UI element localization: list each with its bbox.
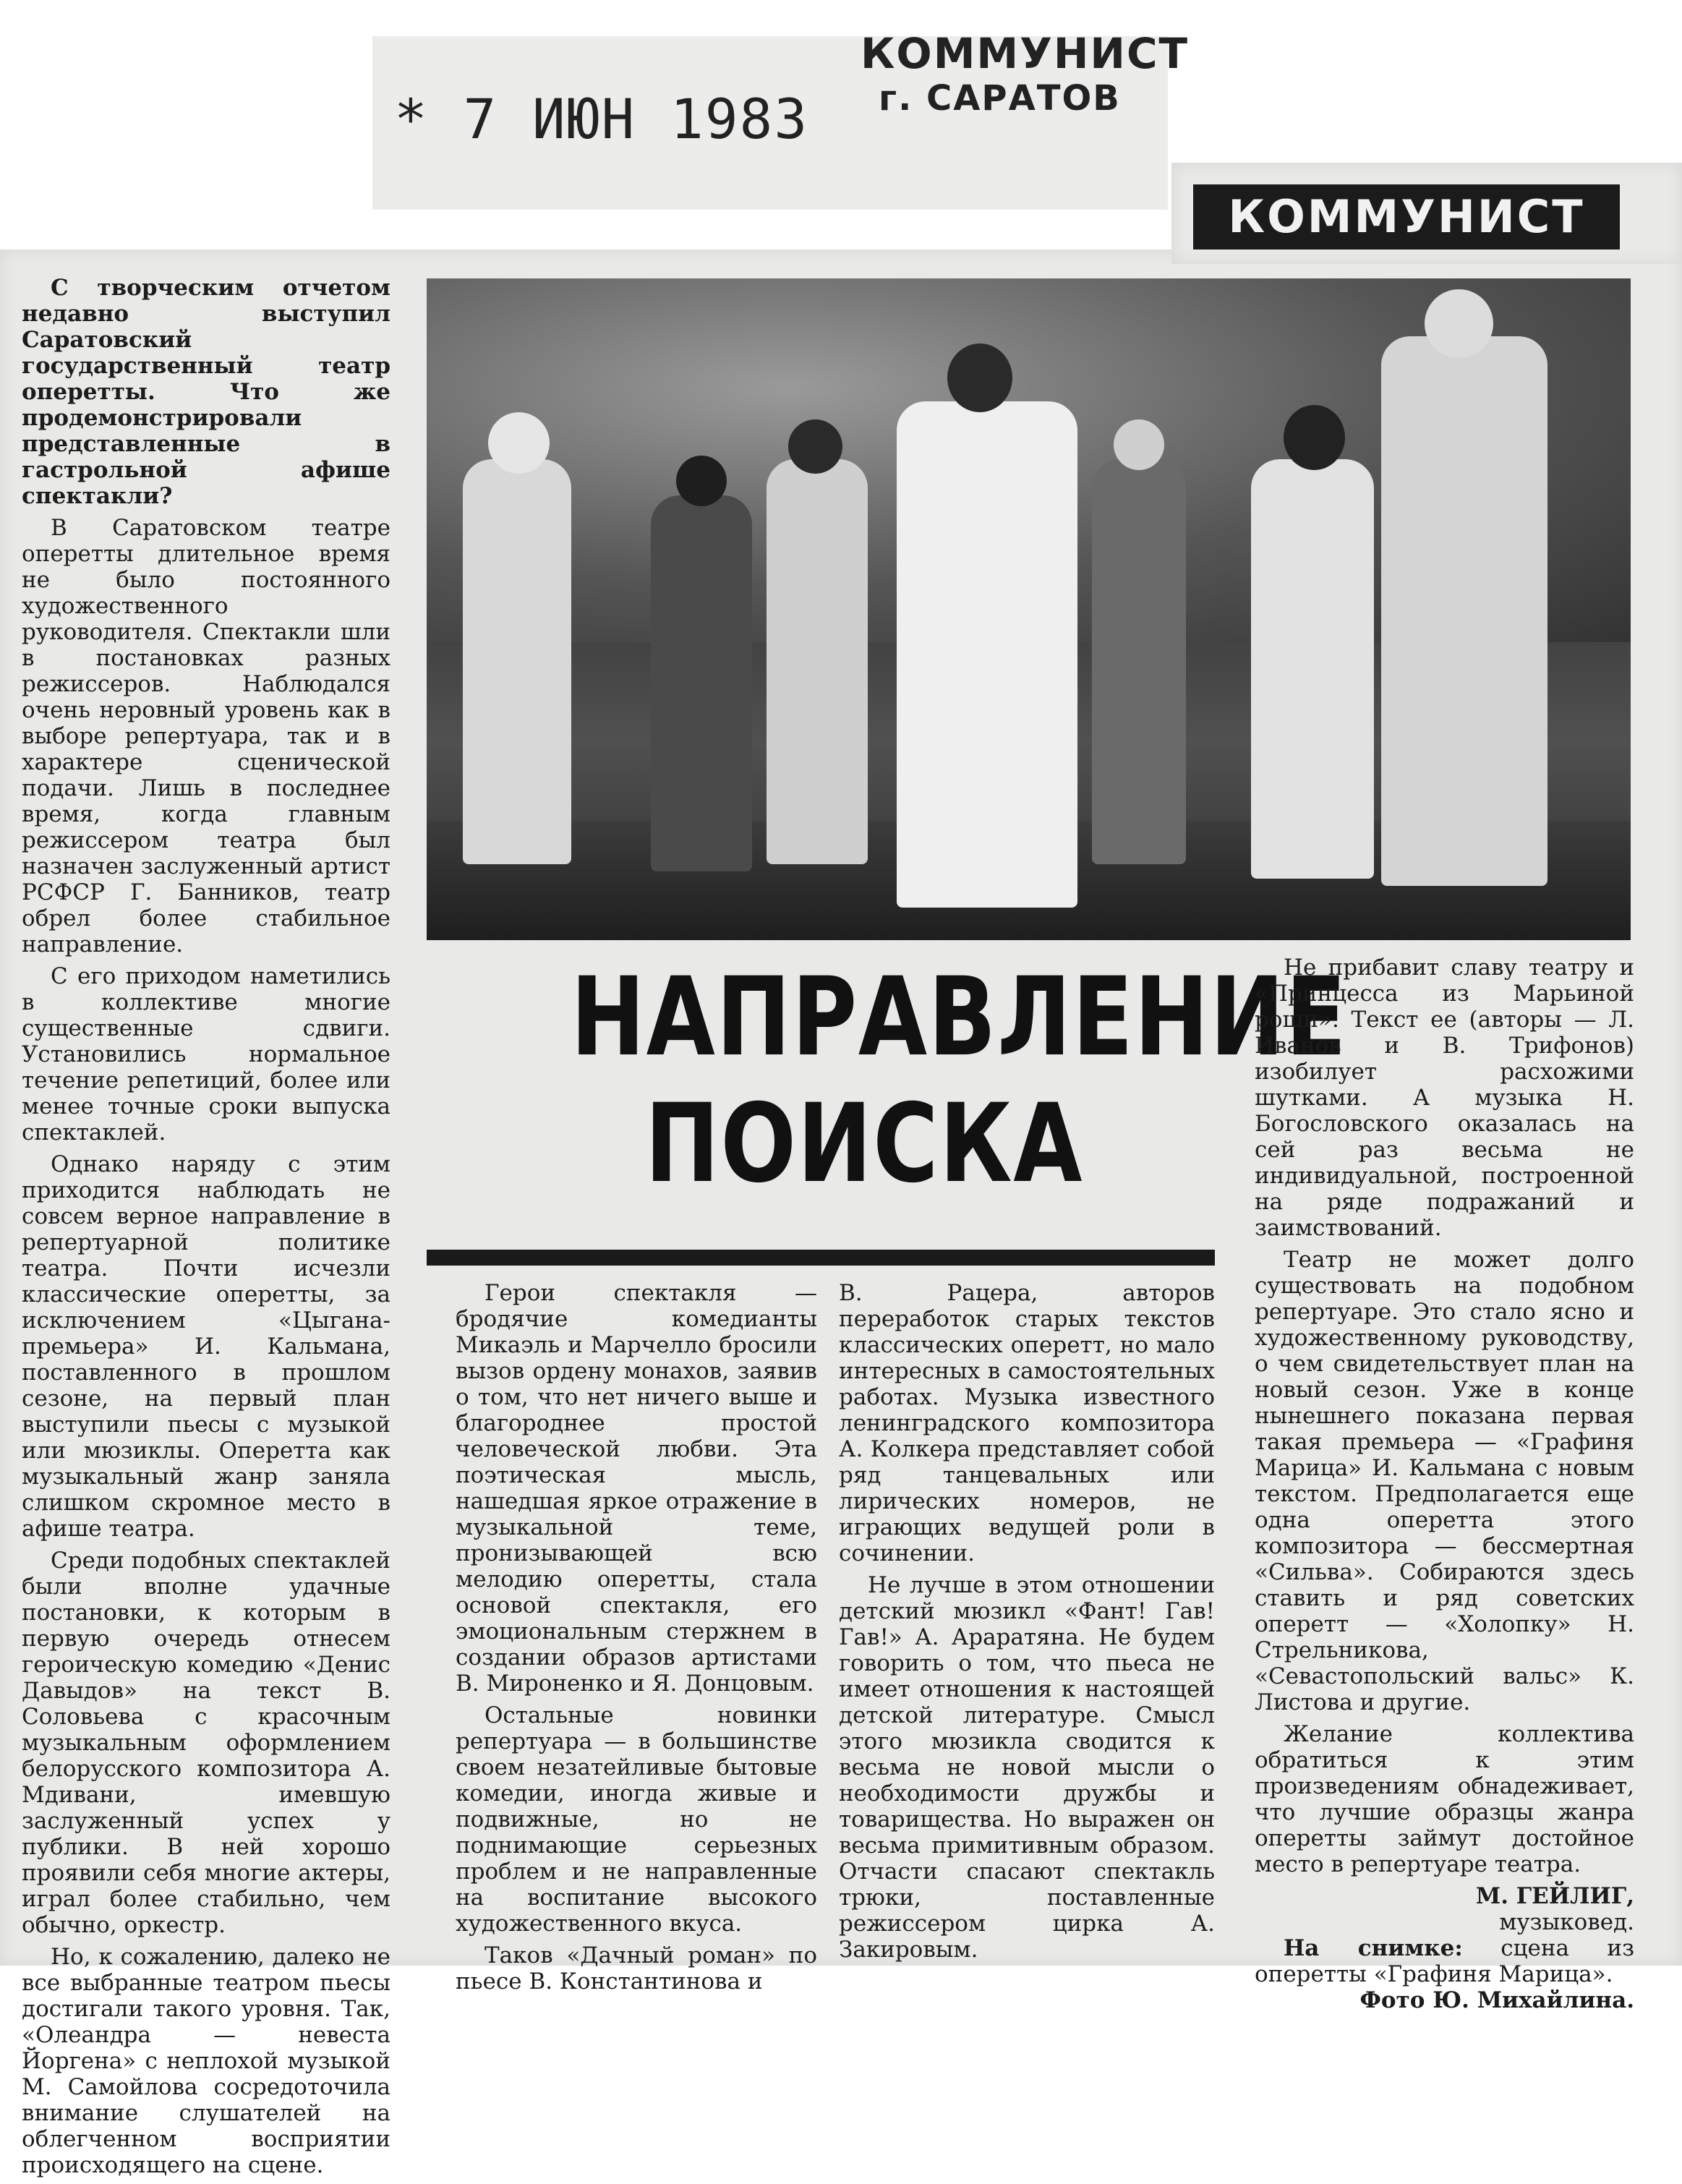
col1-paragraph: Однако наряду с этим приходится наблюдать не совсем верное направление в репертуарной политике театра. Почти исчезли классические оперетты, за исключением «Цыгана-премьера» И. Кальмана, поставленного в прошлом сезоне, на первый план выступили пьесы с музыкой или мюзиклы. Оперетта как музыкальный жанр заняла слишком скромное место в афише театра. bbox=[22, 1151, 390, 1542]
col1-paragraph: Но, к сожалению, далеко не все выбранные театром пьесы достигали такого уровня. Так, «Олеандра — невеста Йоргена» с неплохой музыкой М. Самойлова сосредоточила внимание слушателей на облегченном восприятии происходящего на сцене. bbox=[22, 1944, 390, 2178]
article-lead: С творческим отчетом недавно выступил Саратовский государственный театр оперетты. Что же продемонстрировали представленные в гастрольной афише спектакли? bbox=[22, 275, 390, 509]
photo-figure-4-head bbox=[947, 344, 1012, 412]
col2-paragraph: Герои спектакля — бродячие комедианты Микаэль и Марчелло бросили вызов ордену монахов, заявив о том, что нет ничего выше и благороднее простой человеческой любви. Эта поэтическая мысль, нашедшая яркое отражение в музыкальной теме, пронизывающей всю мелодию оперетты, стала основой спектакля, его эмоциональным стержнем в создании образов артистами В. Мироненко и Я. Донцовым. bbox=[456, 1280, 817, 1697]
city-stamp: г. САРАТОВ bbox=[879, 78, 1121, 119]
col1-paragraph: В Саратовском театре оперетты длительное время не было постоянного художественного руководителя. Спектакли шли в постановках разных режиссеров. Наблюдался очень неровный уровень как в выборе репертуара, так и в характере сценической подачи. Лишь в последнее время, когда главным режиссером театра был назначен заслуженный артист РСФСР Г. Банников, театр обрел более стабильное направление. bbox=[22, 515, 390, 957]
photo-figure-5-head bbox=[1114, 419, 1164, 470]
caption-label: На снимке: bbox=[1284, 1935, 1463, 1961]
headline-line-2: ПОИСКА bbox=[644, 1081, 1084, 1207]
article-column-1 bbox=[22, 275, 390, 2184]
photo-figure-3 bbox=[767, 459, 868, 864]
col2-paragraph: Таков «Дачный роман» по пьесе В. Константинова и bbox=[456, 1942, 817, 1995]
photo-figure-7-head bbox=[1425, 289, 1493, 358]
caption-text: сцена из оперетты «Графиня Марица». bbox=[1255, 1935, 1634, 1987]
col1-paragraph: Среди подобных спектаклей были вполне удачные постановки, к которым в первую очередь отнесем героическую комедию «Денис Давыдов» на текст В. Соловьева с красочным музыкальным оформлением белорусского композитора А. Мдивани, имевшую заслуженный успех у публики. В ней хорошо проявили себя многие актеры, играл более стабильно, чем обычно, оркестр. bbox=[22, 1548, 390, 1938]
author-name: М. ГЕЙЛИГ, bbox=[1475, 1883, 1634, 1909]
col4-paragraph: Не прибавит славу театру и «Принцесса из Марьиной рощи». Текст ее (авторы — Л. Иванов и В. Трифонов) изобилует расхожими шутками. А музыка Н. Богословского оказалась на сей раз весьма не индивидуальной, построенной на ряде подражаний и заимствований. bbox=[1255, 955, 1634, 1241]
photo-figure-4-lead bbox=[897, 401, 1077, 908]
article-column-4 bbox=[1255, 955, 1634, 2013]
col1-paragraph: С его приходом наметились в коллективе многие существенные сдвиги. Установились нормальное течение репетиций, более или менее точные сроки выпуска спектаклей. bbox=[22, 963, 390, 1146]
photo-credit: Фото Ю. Михайлина. bbox=[1359, 1987, 1634, 2013]
col4-paragraph: Желание коллектива обратиться к этим произведениям обнадеживает, что лучшие образцы жанра оперетты займут достойное место в репертуаре театра. bbox=[1255, 1721, 1634, 1877]
article-column-2 bbox=[456, 1280, 817, 2000]
headline-rule bbox=[427, 1250, 1215, 1266]
photo-figure-2-head bbox=[676, 456, 727, 506]
photo-caption bbox=[1255, 1935, 1634, 1987]
date-stamp: * 7 ИЮН 1983 bbox=[394, 87, 809, 151]
stage-photo bbox=[427, 278, 1631, 940]
photo-figure-3-head bbox=[788, 419, 842, 474]
newspaper-stamp: КОММУНИСТ bbox=[861, 29, 1190, 78]
article-column-3 bbox=[839, 1280, 1215, 1968]
author-role: музыковед. bbox=[1499, 1909, 1634, 1935]
col2-paragraph: Остальные новинки репертуара — в большинстве своем незатейливые бытовые комедии, иногда живые и подвижные, но не поднимающие серьезных проблем и не направленные на воспитание высокого художественного вкуса. bbox=[456, 1702, 817, 1937]
photo-figure-6 bbox=[1251, 459, 1374, 879]
col4-paragraph: Театр не может долго существовать на подобном репертуаре. Это стало ясно и художественному руководству, о чем свидетельствует план на новый сезон. Уже в конце нынешнего показана первая такая премьера — «Графиня Марица» И. Кальмана с новым текстом. Предполагается еще одна оперетта этого композитора — бессмертная «Сильва». Собираются здесь ставить и ряд советских оперетт — «Холопку» Н. Стрельникова, «Севастопольский вальс» К. Листова и другие. bbox=[1255, 1247, 1634, 1715]
headline-line-1: НАПРАВЛЕНИЕ bbox=[571, 955, 1348, 1080]
newspaper-masthead: КОММУНИСТ bbox=[1193, 184, 1620, 249]
photo-figure-6-head bbox=[1284, 405, 1345, 470]
photo-figure-1-head bbox=[488, 412, 550, 474]
photo-figure-5 bbox=[1092, 459, 1186, 864]
photo-figure-7 bbox=[1381, 336, 1547, 886]
col3-paragraph: В. Рацера, авторов переработок старых текстов классических оперетт, но мало интересных в самостоятельных работах. Музыка известного ленинградского композитора А. Колкера представляет собой ряд танцевальных или лирических номеров, не играющих ведущей роли в сочинении. bbox=[839, 1280, 1215, 1566]
photo-figure-2 bbox=[651, 495, 752, 871]
article-headline bbox=[571, 955, 1348, 1208]
col3-paragraph: Не лучше в этом отношении детский мюзикл «Фант! Гав! Гав!» А. Араратяна. Не будем говорить о том, что пьеса не имеет отношения к настоящей детской литературе. Смысл этого мюзикла сводится к весьма не новой мысли о необходимости дружбы и товарищества. Но выражен он весьма примитивным образом. Отчасти спасают спектакль трюки, поставленные режиссером цирка А. Закировым. bbox=[839, 1572, 1215, 1963]
photo-figure-1 bbox=[463, 459, 571, 864]
